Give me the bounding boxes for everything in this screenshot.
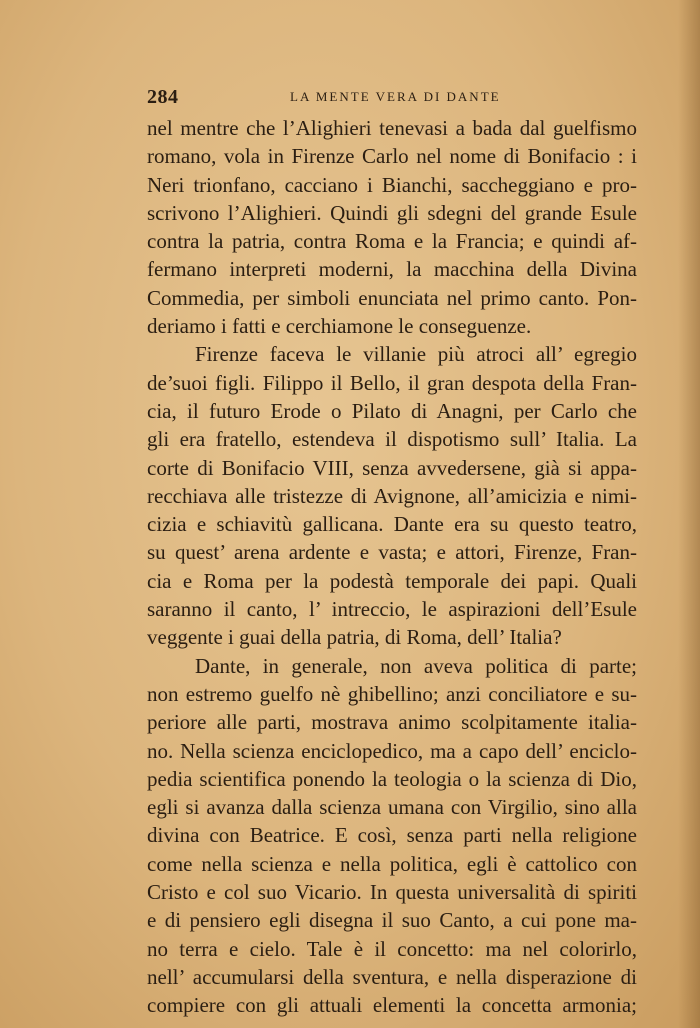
text-line: cia, il futuro Erode o Pilato di Anagni, per Carlo che [147, 398, 637, 423]
text-line: pedia scientifica ponendo la teologia o la scienza di Dio, [147, 766, 637, 791]
text-line: periore alle parti, mostrava animo scolpitamente italia- [147, 710, 637, 735]
text-line: recchiava alle tristezze di Avignone, all’amicizia e nimi- [147, 483, 637, 508]
text-line: veggente i guai della patria, di Roma, dell’ Italia? [147, 625, 562, 650]
text-line: divina con Beatrice. E così, senza parti nella religione [147, 823, 637, 848]
text-line: Neri trionfano, cacciano i Bianchi, saccheggiano e pro- [147, 172, 637, 197]
text-line: corte di Bonifacio VIII, senza avvedersene, già si appa- [147, 455, 637, 480]
text-line: non estremo guelfo nè ghibellino; anzi conciliatore e su- [147, 681, 637, 706]
text-line: Firenze faceva le villanie più atroci all’ egregio [195, 342, 637, 367]
text-line: gli era fratello, estendeva il dispotismo sull’ Italia. La [147, 427, 637, 452]
text-line: saranno il canto, l’ intreccio, le aspirazioni dell’Esule [147, 597, 637, 622]
text-line: fermano interpreti moderni, la macchina della Divina [147, 257, 637, 282]
text-line: Cristo e col suo Vicario. In questa universalità di spiriti [147, 880, 637, 905]
text-line: Dante, in generale, non aveva politica di parte; [195, 653, 637, 678]
text-line: scrivono l’Alighieri. Quindi gli sdegni del grande Esule [147, 200, 637, 225]
text-line: cizia e schiavitù gallicana. Dante era su questo teatro, [147, 512, 637, 537]
page-number: 284 [147, 86, 179, 108]
text-line: come nella scienza e nella politica, egli è cattolico con [147, 851, 637, 876]
text-line: e di pensiero egli disegna il suo Canto, a cui pone ma- [147, 908, 637, 933]
text-line: deriamo i fatti e cerchiamone le conseguenze. [147, 314, 532, 339]
text-line: romano, vola in Firenze Carlo nel nome di Bonifacio : i [147, 144, 637, 169]
body-text [147, 114, 637, 1020]
text-line: su quest’ arena ardente e vasta; e attori, Firenze, Fran- [147, 540, 637, 565]
text-line: nell’ accumularsi della sventura, e nella disperazione di [147, 964, 637, 989]
text-line: nel mentre che l’Alighieri tenevasi a bada dal guelfismo [147, 116, 637, 140]
text-line: no terra e cielo. Tale è il concetto: ma nel colorirlo, [147, 936, 637, 961]
text-line: no. Nella scienza enciclopedico, ma a capo dell’ enciclo- [147, 738, 637, 763]
text-line: contra la patria, contra Roma e la Francia; e quindi af- [147, 229, 637, 254]
text-line: egli si avanza dalla scienza umana con Virgilio, sino alla [147, 795, 637, 820]
page-edge-shadow [678, 0, 700, 1028]
page-header [147, 86, 635, 108]
text-line: cia e Roma per la podestà temporale dei papi. Quali [147, 568, 637, 593]
running-title: LA MENTE VERA DI DANTE [290, 89, 501, 104]
text-line: compiere con gli attuali elementi la concetta armonia; [147, 993, 637, 1018]
text-line: Commedia, per simboli enunciata nel primo canto. Pon- [147, 285, 637, 310]
text-line: de’suoi figli. Filippo il Bello, il gran despota della Fran- [147, 370, 637, 395]
